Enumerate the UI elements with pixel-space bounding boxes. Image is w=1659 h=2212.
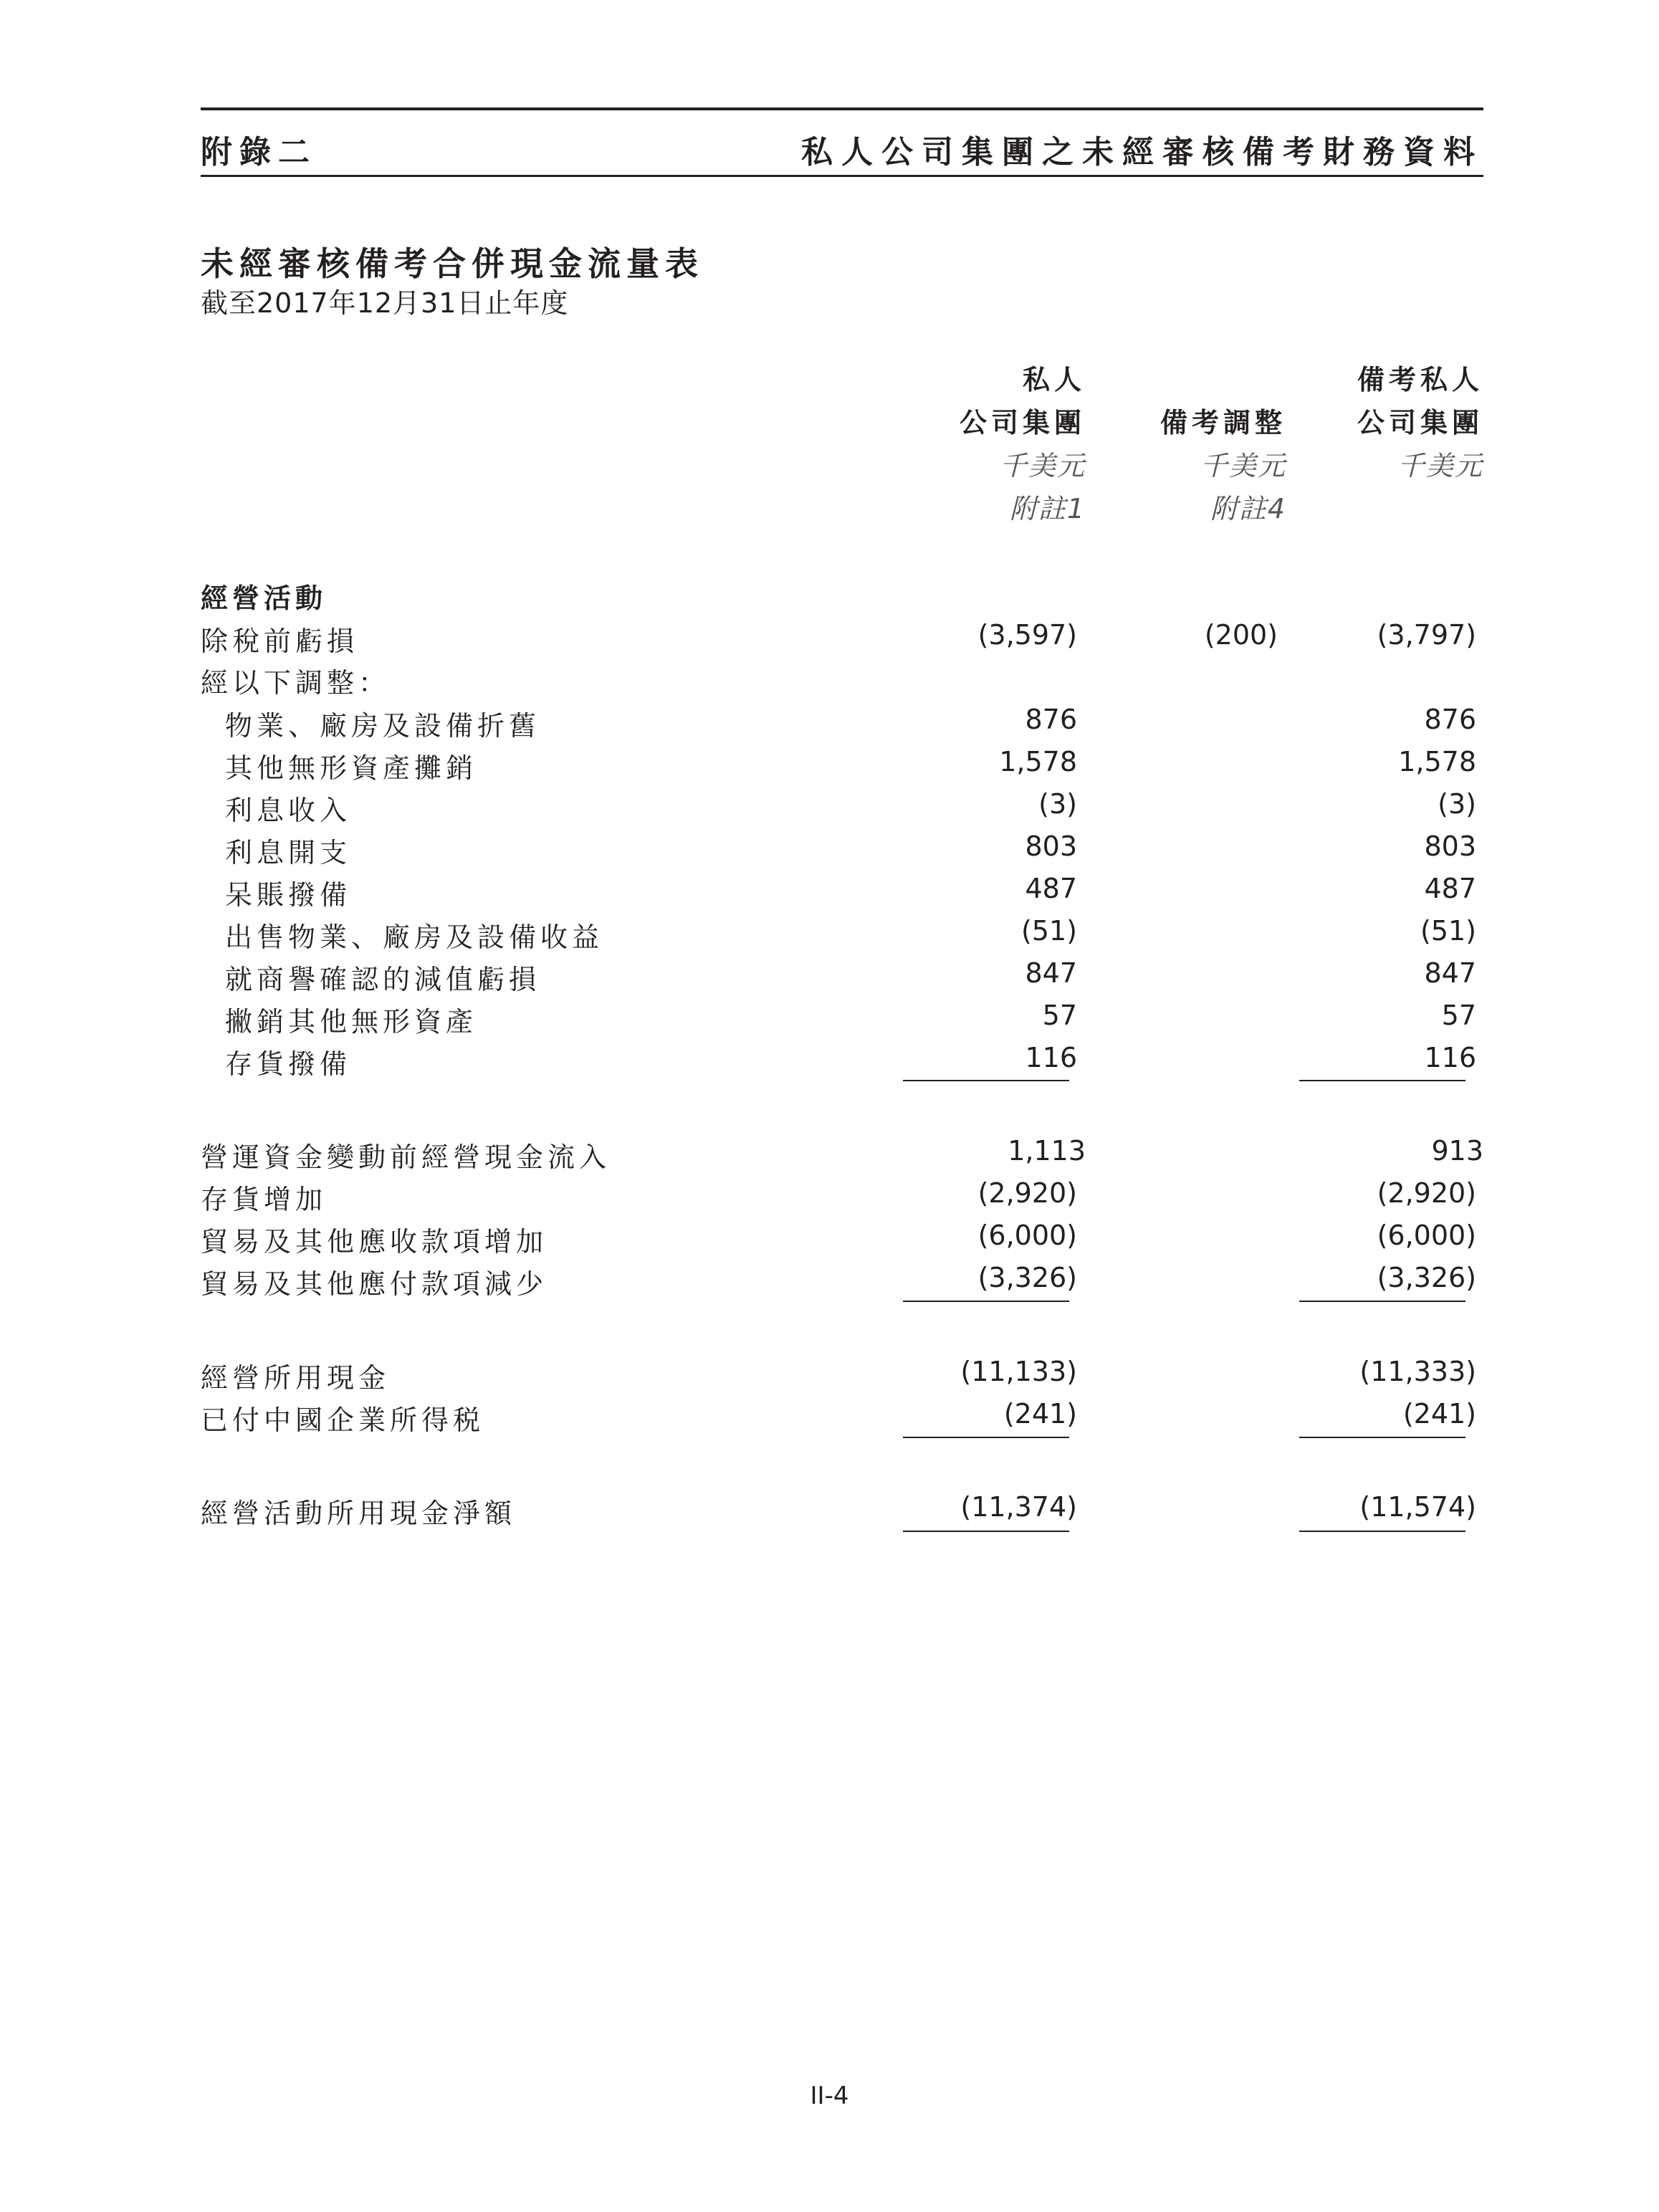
row-label: 存貨增加 [201,1184,328,1215]
column-unit: 千美元 [1200,450,1286,482]
row-label: 已付中國企業所得税 [201,1404,485,1436]
value-pro-forma: 487 [1424,873,1476,904]
value-private-group: (51) [1020,915,1077,947]
table-row [0,746,1659,787]
value-private-group: 487 [1025,873,1077,904]
column-note: 附註4 [1210,493,1286,525]
column-header-line1: 私人 [1022,364,1086,396]
table-row [0,915,1659,957]
value-pro-forma: 1,578 [1398,746,1476,777]
row-label: 其他無形資產攤銷 [225,752,478,784]
table-row [0,1000,1659,1041]
table-row [0,661,1659,702]
value-private-group: 876 [1025,704,1077,735]
value-adjustment: (200) [1204,619,1278,651]
table-row [0,1262,1659,1303]
value-pro-forma: 876 [1424,704,1476,735]
page-header [201,107,1483,177]
table-row [0,1042,1659,1083]
section-heading: 私人公司集團之未經審核備考財務資料 [801,134,1483,171]
row-label: 除稅前虧損 [201,626,359,657]
page-number: II-4 [810,2082,849,2110]
subtotal-rule [903,1437,1069,1438]
row-label: 貿易及其他應付款項減少 [201,1268,548,1300]
value-private-group: (241) [1003,1398,1077,1430]
total-rule [903,1531,1069,1532]
value-private-group: 116 [1025,1042,1077,1073]
value-pro-forma: (241) [1402,1398,1476,1430]
value-pro-forma: 57 [1441,1000,1476,1031]
row-label: 就商譽確認的減值虧損 [225,964,541,995]
value-pro-forma: (3,326) [1377,1262,1476,1293]
row-label: 利息收入 [225,795,352,826]
table-row [0,1177,1659,1219]
subtotal-rule [1299,1301,1466,1302]
column-header-adjustments [1160,401,1286,530]
value-private-group: 1,113 [1008,1135,1086,1167]
row-label: 呆賬撥備 [225,879,352,911]
table-row [0,1220,1659,1261]
value-pro-forma: (6,000) [1377,1220,1476,1251]
column-header-line2: 備考調整 [1160,407,1286,439]
column-unit: 千美元 [999,450,1086,482]
column-unit: 千美元 [1397,450,1483,482]
table-row [0,873,1659,914]
table-row [0,1356,1659,1397]
value-private-group: 803 [1025,830,1077,862]
column-note: 附註1 [1009,493,1086,525]
column-header-pro-forma-group [1357,358,1483,487]
value-pro-forma: 116 [1424,1042,1476,1073]
subtotal-rule [903,1301,1069,1302]
row-label: 經以下調整： [201,667,391,699]
value-pro-forma: (3,797) [1377,619,1476,651]
value-private-group: (2,920) [977,1177,1077,1209]
row-label: 利息開支 [225,837,352,868]
value-private-group: 1,578 [999,746,1077,777]
row-label: 貿易及其他應收款項增加 [201,1226,548,1258]
value-private-group: 847 [1025,957,1077,989]
table-row [0,788,1659,830]
value-pro-forma: 913 [1431,1135,1483,1167]
column-header-line1: 備考私人 [1357,364,1483,396]
row-label: 經營活動 [201,583,328,614]
column-header-private-group [960,358,1086,530]
row-label: 存貨撥備 [225,1048,352,1080]
row-label: 營運資金變動前經營現金流入 [201,1141,611,1173]
table-row [0,1398,1659,1440]
table-row [0,1135,1659,1177]
table-row [0,704,1659,745]
value-private-group: (11,374) [960,1491,1077,1523]
value-pro-forma: (2,920) [1377,1177,1476,1209]
value-pro-forma: (51) [1420,915,1476,947]
column-header-line2: 公司集團 [1357,407,1483,439]
row-label: 撇銷其他無形資產 [225,1006,478,1038]
value-private-group: (6,000) [977,1220,1077,1251]
value-pro-forma: (11,333) [1359,1356,1476,1387]
value-private-group: (11,133) [960,1356,1077,1387]
table-row-total [0,1491,1659,1533]
row-label: 經營活動所用現金淨額 [201,1498,517,1529]
table-row [0,576,1659,618]
value-pro-forma: (3) [1438,788,1476,820]
value-pro-forma: 847 [1424,957,1476,989]
subtotal-rule [1299,1437,1466,1438]
statement-period: 截至2017年12月31日止年度 [201,287,569,319]
statement-title: 未經審核備考合併現金流量表 [201,244,704,283]
subtotal-rule [1299,1080,1466,1081]
column-header-line2: 公司集團 [959,407,1086,439]
value-pro-forma: (11,574) [1359,1491,1476,1523]
table-row [0,619,1659,661]
value-pro-forma: 803 [1424,830,1476,862]
row-label: 經營所用現金 [201,1362,391,1394]
value-private-group: (3,597) [977,619,1077,651]
subtotal-rule [903,1080,1069,1081]
table-row [0,830,1659,872]
row-label: 物業、廠房及設備折舊 [225,710,541,742]
appendix-label: 附錄二 [201,134,317,171]
row-label: 出售物業、廠房及設備收益 [225,921,604,953]
value-private-group: 57 [1042,1000,1077,1031]
value-private-group: (3) [1038,788,1077,820]
value-private-group: (3,326) [977,1262,1077,1293]
table-row [0,957,1659,999]
total-rule [1299,1531,1466,1532]
